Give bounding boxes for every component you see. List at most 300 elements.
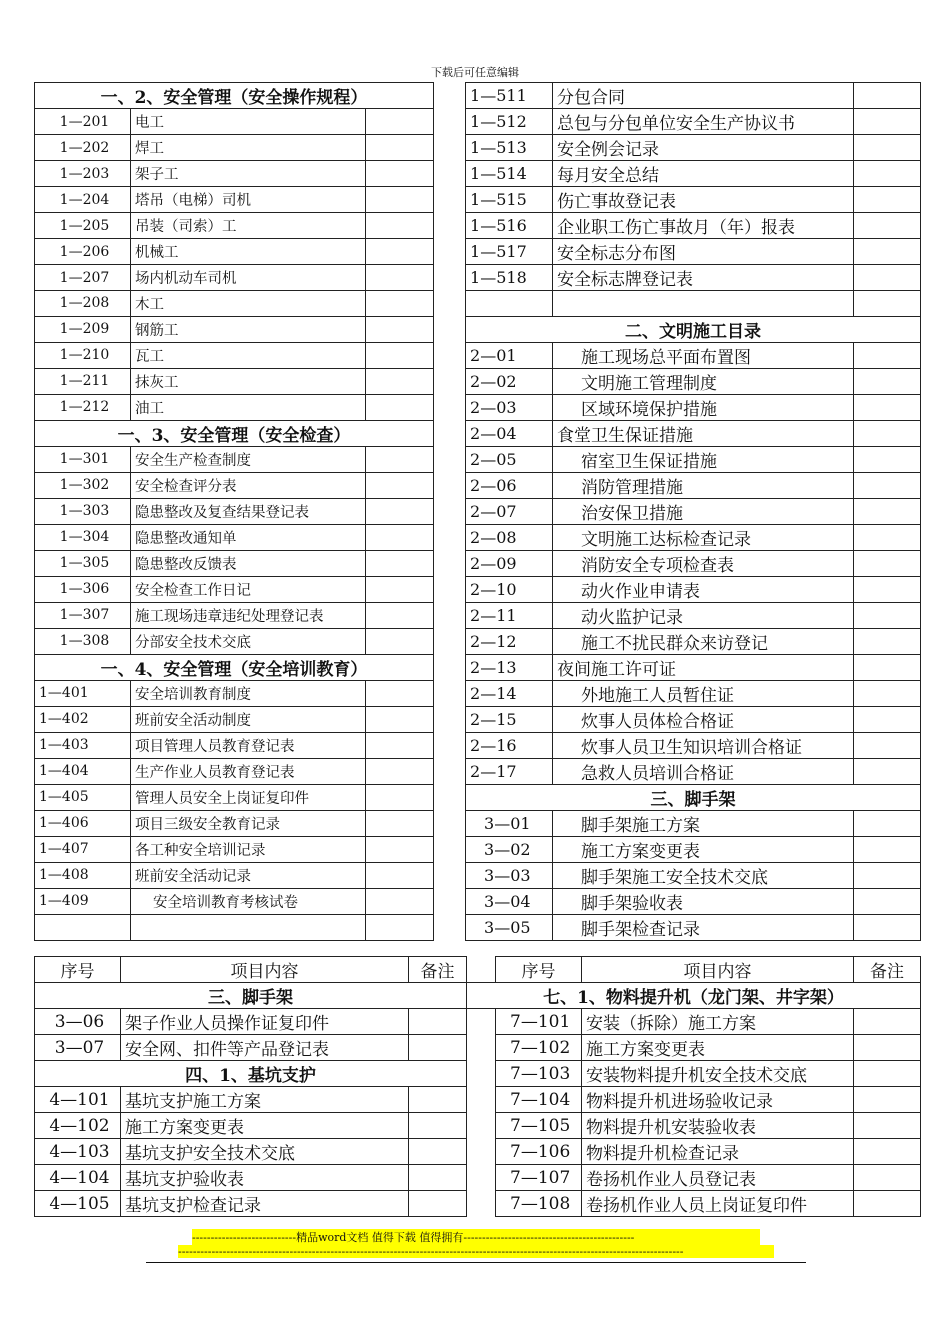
column-gap: [434, 316, 466, 342]
item-content: 文明施工管理制度: [553, 368, 854, 394]
column-gap: [434, 680, 466, 706]
item-note: [366, 187, 434, 213]
column-gap: [434, 576, 466, 602]
item-content: 施工方案变更表: [121, 1113, 409, 1139]
section-title: 三、脚手架: [35, 983, 467, 1009]
item-number: 1—302: [35, 472, 131, 498]
table-row: [35, 394, 921, 420]
item-content: 班前安全活动制度: [131, 706, 366, 732]
item-note: [854, 1191, 921, 1217]
column-gap: [434, 135, 466, 161]
item-content: 安全标志分布图: [553, 239, 854, 265]
item-note: [854, 680, 921, 706]
column-gap: [434, 784, 466, 810]
column-header-number: 序号: [35, 957, 121, 983]
item-number: 1—212: [35, 394, 131, 420]
table-row: [35, 1087, 921, 1113]
item-note: [854, 862, 921, 888]
table-row: [35, 706, 921, 732]
item-note: [854, 706, 921, 732]
item-note: [366, 394, 434, 420]
table-row: [35, 109, 921, 135]
table-row: [35, 1113, 921, 1139]
section-title: 四、1、基坑支护: [35, 1061, 467, 1087]
column-gap: [434, 213, 466, 239]
table-row: [35, 213, 921, 239]
item-note: [854, 654, 921, 680]
item-content: 生产作业人员教育登记表: [131, 758, 366, 784]
item-number: 3—03: [466, 862, 553, 888]
table-row: [35, 576, 921, 602]
section-title: 二、文明施工目录: [466, 316, 921, 342]
item-content: 施工方案变更表: [582, 1035, 854, 1061]
item-content: 电工: [131, 109, 366, 135]
item-number: 1—202: [35, 135, 131, 161]
item-number: 3—05: [466, 914, 553, 940]
item-note: [854, 550, 921, 576]
item-number: 7—107: [496, 1165, 582, 1191]
column-gap: [434, 187, 466, 213]
table-row: [35, 342, 921, 368]
item-note: [409, 1035, 467, 1061]
item-content: 机械工: [131, 239, 366, 265]
column-gap: [434, 368, 466, 394]
item-number: 1—205: [35, 213, 131, 239]
section-title: 一、4、安全管理（安全培训教育）: [35, 654, 434, 680]
item-content: 脚手架施工安全技术交底: [553, 862, 854, 888]
item-number: 7—102: [496, 1035, 582, 1061]
table-row: [35, 1009, 921, 1035]
item-note: [366, 472, 434, 498]
item-content: 宿室卫生保证措施: [553, 446, 854, 472]
item-number: [466, 291, 553, 317]
item-content: 物料提升机检查记录: [582, 1139, 854, 1165]
item-note: [366, 628, 434, 654]
item-note: [854, 213, 921, 239]
item-content: 消防安全专项检查表: [553, 550, 854, 576]
item-content: 安装（拆除）施工方案: [582, 1009, 854, 1035]
item-number: 1—517: [466, 239, 553, 265]
item-note: [366, 836, 434, 862]
item-content: 安全培训教育制度: [131, 680, 366, 706]
section-title: 一、3、安全管理（安全检查）: [35, 420, 434, 446]
item-content: 项目管理人员教育登记表: [131, 732, 366, 758]
item-content: 夜间施工许可证: [553, 654, 854, 680]
item-content: 脚手架验收表: [553, 888, 854, 914]
table-row: [35, 291, 921, 317]
section-title: 三、脚手架: [466, 784, 921, 810]
item-number: 1—408: [35, 862, 131, 888]
item-number: 1—513: [466, 135, 553, 161]
column-gap: [434, 914, 466, 940]
item-note: [366, 498, 434, 524]
item-number: 1—514: [466, 161, 553, 187]
item-number: 1—203: [35, 161, 131, 187]
item-number: 4—103: [35, 1139, 121, 1165]
item-number: [35, 914, 131, 940]
item-content: 外地施工人员暂住证: [553, 680, 854, 706]
item-number: 4—105: [35, 1191, 121, 1217]
item-note: [366, 888, 434, 914]
item-content: 基坑支护施工方案: [121, 1087, 409, 1113]
item-content: 消防管理措施: [553, 472, 854, 498]
item-content: 基坑支护检查记录: [121, 1191, 409, 1217]
item-number: 2—13: [466, 654, 553, 680]
item-number: 7—103: [496, 1061, 582, 1087]
column-gap: [434, 342, 466, 368]
item-content: 项目三级安全教育记录: [131, 810, 366, 836]
item-note: [366, 550, 434, 576]
item-number: 2—06: [466, 472, 553, 498]
column-gap: [434, 628, 466, 654]
item-number: 3—02: [466, 836, 553, 862]
column-gap: [434, 394, 466, 420]
column-header-content: 项目内容: [582, 957, 854, 983]
item-note: [409, 1113, 467, 1139]
top-index-table: [34, 82, 921, 941]
item-note: [854, 394, 921, 420]
table-row: [35, 187, 921, 213]
item-content: 动火监护记录: [553, 602, 854, 628]
item-note: [854, 187, 921, 213]
column-gap: [434, 524, 466, 550]
item-number: 4—101: [35, 1087, 121, 1113]
item-content: 架子工: [131, 161, 366, 187]
item-content: 油工: [131, 394, 366, 420]
item-number: 1—406: [35, 810, 131, 836]
column-gap: [467, 1165, 496, 1191]
item-number: 4—104: [35, 1165, 121, 1191]
table-row: [35, 784, 921, 810]
item-number: 1—409: [35, 888, 131, 914]
column-gap: [434, 446, 466, 472]
item-content: 焊工: [131, 135, 366, 161]
column-gap: [434, 836, 466, 862]
item-number: 1—515: [466, 187, 553, 213]
item-note: [854, 602, 921, 628]
item-number: 1—207: [35, 265, 131, 291]
item-note: [854, 420, 921, 446]
item-content: 食堂卫生保证措施: [553, 420, 854, 446]
bottom-index-table: [34, 956, 921, 1217]
item-note: [854, 576, 921, 602]
item-content: 文明施工达标检查记录: [553, 524, 854, 550]
table-row: [35, 758, 921, 784]
column-gap: [434, 602, 466, 628]
table-row: [35, 135, 921, 161]
column-gap: [467, 1061, 496, 1087]
item-note: [854, 135, 921, 161]
item-number: 1—405: [35, 784, 131, 810]
item-number: 2—15: [466, 706, 553, 732]
item-note: [366, 316, 434, 342]
item-note: [366, 576, 434, 602]
item-note: [366, 265, 434, 291]
column-gap: [434, 706, 466, 732]
table-row: [35, 1035, 921, 1061]
item-note: [854, 498, 921, 524]
column-gap: [467, 1113, 496, 1139]
item-number: 1—404: [35, 758, 131, 784]
item-number: 2—07: [466, 498, 553, 524]
item-content: 安全检查工作日记: [131, 576, 366, 602]
item-note: [366, 732, 434, 758]
table-row: [35, 1191, 921, 1217]
column-gap: [467, 1035, 496, 1061]
item-content: [553, 291, 854, 317]
item-note: [409, 1165, 467, 1191]
column-gap: [434, 498, 466, 524]
item-note: [854, 109, 921, 135]
item-content: 卷扬机作业人员登记表: [582, 1165, 854, 1191]
item-note: [409, 1009, 467, 1035]
item-note: [366, 602, 434, 628]
item-note: [854, 1009, 921, 1035]
table-row: [35, 836, 921, 862]
item-number: 1—206: [35, 239, 131, 265]
item-note: [854, 810, 921, 836]
column-gap: [434, 265, 466, 291]
column-gap: [434, 732, 466, 758]
table-row: [35, 161, 921, 187]
table-row: [35, 654, 921, 680]
item-note: [854, 291, 921, 317]
item-number: 3—07: [35, 1035, 121, 1061]
item-note: [366, 161, 434, 187]
item-content: 动火作业申请表: [553, 576, 854, 602]
item-note: [854, 161, 921, 187]
column-gap: [434, 758, 466, 784]
item-number: 7—101: [496, 1009, 582, 1035]
item-number: 1—303: [35, 498, 131, 524]
item-number: 2—12: [466, 628, 553, 654]
item-number: 2—03: [466, 394, 553, 420]
table-row: [35, 83, 921, 109]
item-content: 管理人员安全上岗证复印件: [131, 784, 366, 810]
item-note: [854, 1113, 921, 1139]
item-number: 1—210: [35, 342, 131, 368]
item-content: 架子作业人员操作证复印件: [121, 1009, 409, 1035]
item-content: 施工不扰民群众来访登记: [553, 628, 854, 654]
item-number: 4—102: [35, 1113, 121, 1139]
item-note: [366, 914, 434, 940]
item-content: 伤亡事故登记表: [553, 187, 854, 213]
column-gap: [434, 654, 466, 680]
item-number: 2—09: [466, 550, 553, 576]
item-number: 1—305: [35, 550, 131, 576]
table-row: [35, 680, 921, 706]
item-note: [366, 680, 434, 706]
item-number: 1—407: [35, 836, 131, 862]
item-note: [854, 1165, 921, 1191]
item-content: 卷扬机作业人员上岗证复印件: [582, 1191, 854, 1217]
item-content: [131, 914, 366, 940]
item-note: [366, 368, 434, 394]
item-content: 区域环境保护措施: [553, 394, 854, 420]
item-number: 7—108: [496, 1191, 582, 1217]
column-gap: [434, 888, 466, 914]
table-row: [35, 914, 921, 940]
item-content: 隐患整改反馈表: [131, 550, 366, 576]
item-number: 1—204: [35, 187, 131, 213]
item-note: [366, 758, 434, 784]
item-number: 1—516: [466, 213, 553, 239]
item-number: 2—14: [466, 680, 553, 706]
item-number: 1—518: [466, 265, 553, 291]
item-note: [854, 1061, 921, 1087]
item-number: 3—06: [35, 1009, 121, 1035]
item-note: [854, 524, 921, 550]
item-number: 2—05: [466, 446, 553, 472]
item-note: [854, 342, 921, 368]
item-note: [854, 239, 921, 265]
column-gap: [434, 550, 466, 576]
item-note: [366, 784, 434, 810]
footer-rule: [146, 1262, 806, 1263]
column-gap: [434, 472, 466, 498]
item-number: 1—403: [35, 732, 131, 758]
item-content: 基坑支护安全技术交底: [121, 1139, 409, 1165]
table-row: [35, 498, 921, 524]
table-row: [35, 316, 921, 342]
item-number: 2—08: [466, 524, 553, 550]
item-content: 抹灰工: [131, 368, 366, 394]
item-content: 安装物料提升机安全技术交底: [582, 1061, 854, 1087]
item-note: [366, 135, 434, 161]
column-header-number: 序号: [496, 957, 582, 983]
table-row: [35, 1139, 921, 1165]
item-note: [854, 1035, 921, 1061]
column-header-note: 备注: [409, 957, 467, 983]
item-content: 安全例会记录: [553, 135, 854, 161]
column-gap: [434, 239, 466, 265]
item-note: [854, 1139, 921, 1165]
column-header-content: 项目内容: [121, 957, 409, 983]
item-note: [409, 1139, 467, 1165]
column-gap: [434, 161, 466, 187]
item-note: [854, 732, 921, 758]
table-row: [35, 983, 921, 1009]
item-content: 场内机动车司机: [131, 265, 366, 291]
item-note: [854, 758, 921, 784]
column-header-note: 备注: [854, 957, 921, 983]
item-note: [854, 1087, 921, 1113]
item-content: 基坑支护验收表: [121, 1165, 409, 1191]
column-gap: [434, 810, 466, 836]
item-content: 塔吊（电梯）司机: [131, 187, 366, 213]
item-note: [366, 706, 434, 732]
item-content: 急救人员培训合格证: [553, 758, 854, 784]
item-note: [366, 524, 434, 550]
item-note: [366, 446, 434, 472]
item-content: 炊事人员卫生知识培训合格证: [553, 732, 854, 758]
item-number: 1—511: [466, 83, 553, 109]
table-row: [35, 862, 921, 888]
item-number: 7—106: [496, 1139, 582, 1165]
item-content: 总包与分包单位安全生产协议书: [553, 109, 854, 135]
item-note: [854, 888, 921, 914]
item-number: 1—304: [35, 524, 131, 550]
item-number: 1—301: [35, 446, 131, 472]
table-row: [35, 550, 921, 576]
item-number: 3—04: [466, 888, 553, 914]
item-number: 1—307: [35, 602, 131, 628]
item-content: 安全检查评分表: [131, 472, 366, 498]
column-gap: [434, 291, 466, 317]
item-number: 1—211: [35, 368, 131, 394]
column-gap: [467, 1087, 496, 1113]
item-number: 2—01: [466, 342, 553, 368]
column-gap: [467, 1009, 496, 1035]
item-content: 分包合同: [553, 83, 854, 109]
item-note: [854, 836, 921, 862]
section-title: 七、1、物料提升机（龙门架、井字架）: [467, 983, 921, 1009]
column-gap: [434, 862, 466, 888]
item-number: 1—208: [35, 291, 131, 317]
item-content: 安全网、扣件等产品登记表: [121, 1035, 409, 1061]
item-content: 瓦工: [131, 342, 366, 368]
item-content: 脚手架检查记录: [553, 914, 854, 940]
table-row: [35, 472, 921, 498]
item-content: 物料提升机进场验收记录: [582, 1087, 854, 1113]
item-content: 企业职工伤亡事故月（年）报表: [553, 213, 854, 239]
item-note: [854, 83, 921, 109]
item-number: 2—10: [466, 576, 553, 602]
item-note: [409, 1087, 467, 1113]
column-gap: [467, 1191, 496, 1217]
item-number: 1—201: [35, 109, 131, 135]
item-note: [854, 368, 921, 394]
item-note: [854, 628, 921, 654]
item-note: [854, 446, 921, 472]
item-note: [366, 109, 434, 135]
item-content: 隐患整改通知单: [131, 524, 366, 550]
item-note: [854, 914, 921, 940]
item-number: 2—11: [466, 602, 553, 628]
item-note: [854, 265, 921, 291]
item-content: 安全生产检查制度: [131, 446, 366, 472]
table-row: [35, 265, 921, 291]
item-number: 7—105: [496, 1113, 582, 1139]
item-content: 治安保卫措施: [553, 498, 854, 524]
item-content: 施工现场违章违纪处理登记表: [131, 602, 366, 628]
item-number: 1—306: [35, 576, 131, 602]
item-content: 施工方案变更表: [553, 836, 854, 862]
table-row: [35, 732, 921, 758]
item-number: 2—04: [466, 420, 553, 446]
table-row: [35, 446, 921, 472]
item-number: 2—17: [466, 758, 553, 784]
item-number: 2—16: [466, 732, 553, 758]
item-number: 1—308: [35, 628, 131, 654]
table-row: [35, 239, 921, 265]
item-note: [366, 342, 434, 368]
item-note: [366, 291, 434, 317]
column-gap: [467, 957, 496, 983]
item-note: [366, 213, 434, 239]
item-content: 安全标志牌登记表: [553, 265, 854, 291]
item-content: 隐患整改及复查结果登记表: [131, 498, 366, 524]
table-row: [35, 810, 921, 836]
table-row: [35, 368, 921, 394]
column-gap: [434, 109, 466, 135]
column-gap: [434, 420, 466, 446]
item-content: 安全培训教育考核试卷: [131, 888, 366, 914]
item-content: 各工种安全培训记录: [131, 836, 366, 862]
item-content: 钢筋工: [131, 316, 366, 342]
item-note: [854, 472, 921, 498]
table-row: [35, 524, 921, 550]
